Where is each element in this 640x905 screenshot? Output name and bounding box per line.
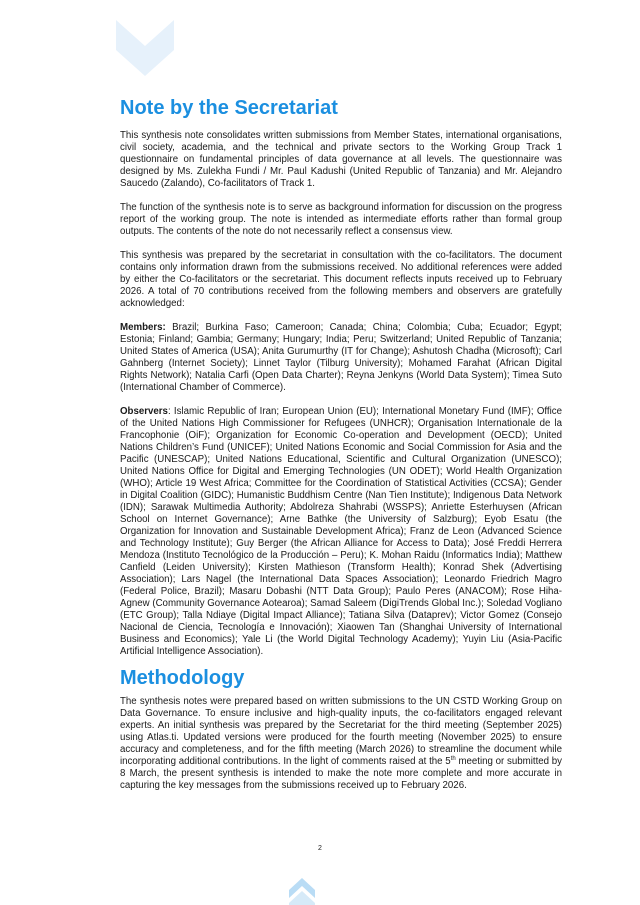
- page-number: 2: [318, 845, 322, 852]
- methodology-paragraph: The synthesis notes were prepared based on written submissions to the UN CSTD Working Group on Data Governance. To ensure inclusive and high-quality inputs, the co-facilitators engaged relevant experts. An initial synthesis was prepared by the Secretariat for the third meeting (September 2025) using Atlas.ti. Updated versions were produced for the fourth meeting (November 2025) to ensure accuracy and completeness, and for the fifth meeting (March 2026) to streamline the document while incorporating additional contributions. In the light of comments raised at the 5th meeting or submitted by 8 March, the present synthesis is intended to make the note more complete and more accurate in capturing the key messages from the submissions received up to February 2026.: [120, 696, 563, 791]
- members-label: Members:: [120, 322, 166, 333]
- members-paragraph: [120, 322, 562, 394]
- section-title-methodology: Methodology: [120, 667, 245, 689]
- paragraph: The function of the synthesis note is to serve as background information for discussion on the progress report of the working group. The note is intended as intermediate efforts rather than formal group outputs. The contents of the note do not necessarily reflect a consensus view.: [120, 202, 562, 237]
- observers-label: Observers: [120, 406, 168, 417]
- chevron-up-icon: [289, 876, 315, 905]
- chevron-down-icon: [116, 20, 174, 76]
- section-title-note: Note by the Secretariat: [120, 97, 338, 119]
- observers-paragraph: [120, 406, 562, 658]
- superscript: th: [450, 755, 456, 762]
- members-list: Brazil; Burkina Faso; Cameroon; Canada; China; Colombia; Cuba; Ecuador; Egypt; Estonia; Finland; Gambia; Germany; Hungary; India; Peru; Switzerland; United Republic of Tanzania; United States of America (USA); Anita Gurumurthy (IT for Change); Ashutosh Chadha (Microsoft); Carl Gahnberg (Internet Society); Linnet Taylor (Tilburg University); Mohamed Farahat (African Digital Rights Network); Natalia Carfi (Open Data Charter); Reyna Jenkyns (World Data System); Timea Suto (International Chamber of Commerce).: [120, 322, 562, 393]
- main-content: [120, 96, 562, 792]
- observers-list: : Islamic Republic of Iran; European Union (EU); International Monetary Fund (IMF); Office of the United Nations High Commissioner for Refugees (UNHCR); Organisation Internationale de la Francophonie (OiF); Organization for Economic Co-operation and Development (OECD); United Nations Children’s Fund (UNICEF); United Nations Economic and Social Commission for Asia and the Pacific (UNESCAP); United Nations Educational, Scientific and Cultural Organization (UNESCO); United Nations Office for Digital and Emerging Technologies (UN ODET); World Health Organization (WHO); Article 19 West Africa; Committee for the Coordination of Statistical Activities (CCSA); Gender in Digital Coalition (GIDC); Humanistic Buddhism Centre (Nan Tien Institute); Indigenous Data Network (IDN); Sarawak Multimedia Authority; Abdolreza Shahrabi (WSSPS); Anriette Esterhuysen (African School on Internet Governance); Arne Bathke (the University of Salzburg); Eyob Esatu (the Organization for Innovation and Sustainable Development Africa); Franz de Leon (Advanced Science and Technology Institute); Guy Berger (the African Alliance for Access to Data); José Freddi Herrera Mendoza (Instituto Tecnológico de la Producción – Peru); K. Mohan Raidu (Informatics India); Matthew Canfield (Leiden University); Kirsten Mathieson (Transform Health); Konrad Shek (Advertising Association); Lars Nagel (the International Data Spaces Association); Leonardo Friedrich Magro (Federal Police, Brazil); Masaru Dobashi (NTT Data Group); Paulo Peres (ANACOM); Rose Hiha-Agnew (Community Governance Aotearoa); Samad Saleem (DigiTrends Global Inc.); Soledad Vogliano (ETC Group); Talla Ndiaye (Digital Impact Alliance); Tatiana Silva (Dataprev); Victor Gomez (Consejo Nacional de Ciencia, Tecnología e Innovación); Xiaowen Tan (Shanghai University of International Business and Economics); Yale Li (the World Digital Technology Academy); Yuyin Liu (Asia-Pacific Artificial Intelligence Association).: [120, 406, 562, 657]
- paragraph: This synthesis was prepared by the secretariat in consultation with the co-facilitators. The document contains only information drawn from the submissions received. No additional references were added by either the Co-facilitators or the secretariat. This document reflects inputs received up to February 2026. A total of 70 contributions received from the following members and observers are gratefully acknowledged:: [120, 250, 562, 309]
- paragraph: This synthesis note consolidates written submissions from Member States, international organisations, civil society, academia, and the technical and private sectors to the Working Group Track 1 questionnaire on fundamental principles of data governance at all levels. The questionnaire was designed by Ms. Zulekha Fundi / Mr. Paul Kadushi (United Republic of Tanzania) and Mr. Alejandro Saucedo (Zalando), Co-facilitators of Track 1.: [120, 130, 562, 189]
